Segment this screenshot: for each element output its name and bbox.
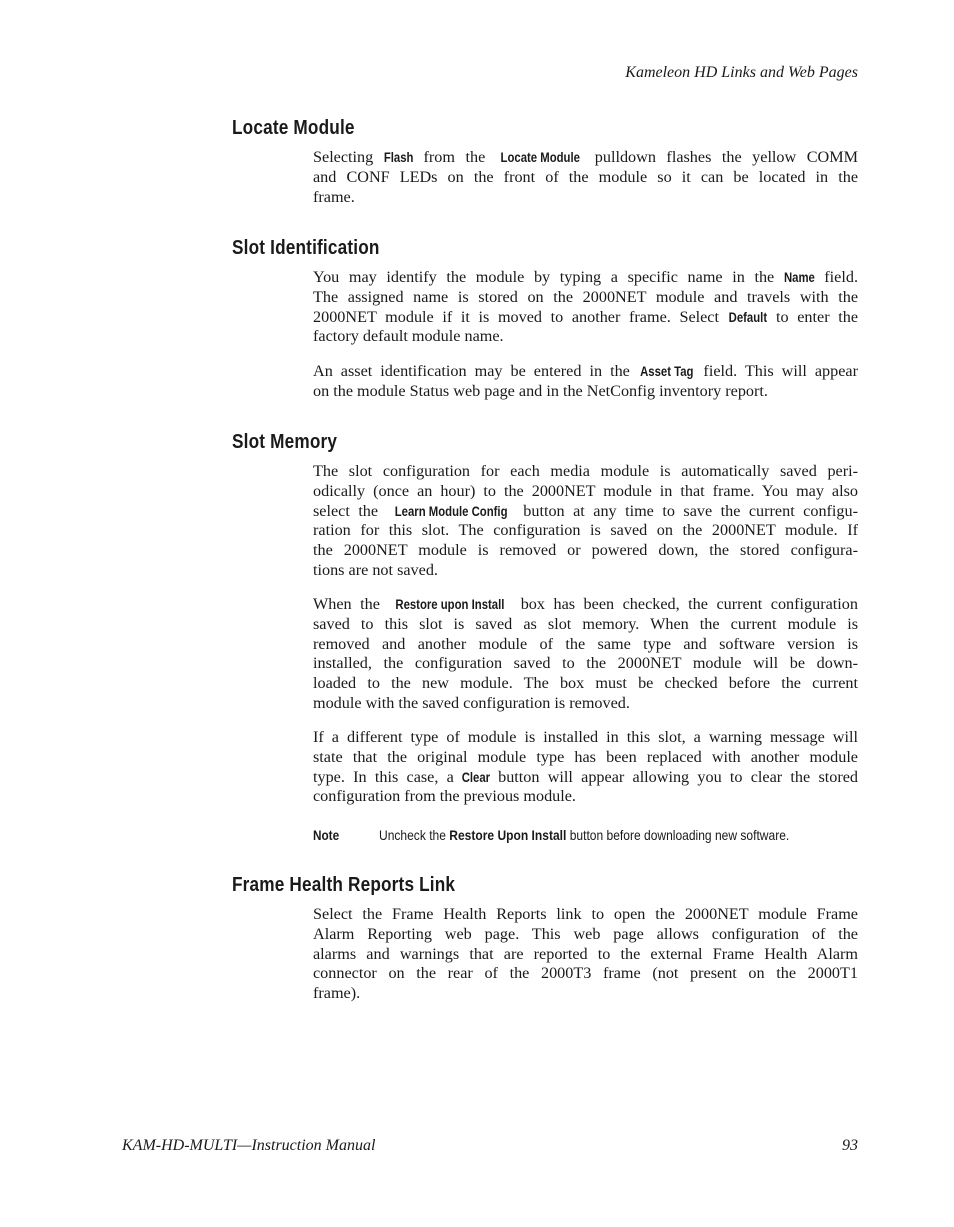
- heading-locate-module: Locate Module: [232, 117, 355, 139]
- paragraph-frame-health: [313, 905, 858, 1004]
- text-run: You may identify the module by typing a specific name in the: [313, 268, 784, 286]
- text-line: If a different type of module is installed in this slot, a warning message will: [313, 728, 858, 746]
- text-line: removed and another module of the same type and software version is: [313, 634, 858, 653]
- text-line: Alarm Reporting web page. This web page allows configuration of the: [313, 924, 858, 943]
- footer-page-number: 93: [842, 1137, 858, 1154]
- ui-term-flash: Flash: [383, 150, 414, 165]
- paragraph-slot-memory-3: [313, 728, 858, 807]
- text-line: Select the Frame Health Reports link to open the 2000NET module Frame: [313, 905, 858, 923]
- text-run: box has been checked, the current configuration: [512, 595, 858, 613]
- ui-term-asset-tag: Asset Tag: [639, 364, 694, 379]
- text-run: type. In this case, a: [313, 767, 463, 786]
- paragraph-slot-memory-2: [313, 595, 858, 714]
- text-run: select the: [313, 501, 387, 520]
- text-run: field. This will appear: [695, 362, 859, 380]
- heading-slot-identification: Slot Identification: [232, 237, 380, 259]
- text-run: button will appear allowing you to clear the stored: [489, 767, 859, 786]
- text-run: 2000NET module if it is moved to another frame. Select: [313, 307, 728, 326]
- text-run: to enter the: [767, 307, 859, 326]
- text-run: button at any time to save the current configu-: [514, 501, 859, 520]
- ui-term-name: Name: [783, 270, 815, 285]
- text-line: on the module Status web page and in the NetConfig inventory report.: [313, 381, 768, 400]
- text-line: factory default module name.: [313, 327, 504, 346]
- heading-slot-memory: Slot Memory: [232, 431, 338, 453]
- text-line: frame).: [313, 984, 361, 1003]
- text-run: field.: [814, 268, 858, 286]
- text-run: from the: [413, 148, 496, 166]
- ui-term-restore-upon-install: Restore upon Install: [395, 597, 505, 612]
- paragraph-slot-memory-1: [313, 462, 858, 581]
- text-line: loaded to the new module. The box must be checked before the current: [313, 674, 858, 693]
- footer-manual-title: KAM-HD-MULTI—Instruction Manual: [122, 1137, 376, 1154]
- note-text: [379, 827, 789, 843]
- ui-term-learn-module-config: Learn Module Config: [394, 503, 508, 519]
- text-line: module with the saved configuration is removed.: [313, 693, 630, 712]
- text-line: installed, the configuration saved to the 2000NET module will be down-: [313, 654, 858, 673]
- text-line: frame.: [313, 187, 355, 206]
- paragraph-locate-module: [313, 148, 858, 207]
- text-line: ration for this slot. The configuration is saved on the 2000NET module. If: [313, 521, 858, 540]
- text-line: The assigned name is stored on the 2000NET module and travels with the: [313, 287, 858, 306]
- ui-term-locate-module: Locate Module: [500, 150, 580, 165]
- text-run: An asset identification may be entered in the: [313, 362, 638, 380]
- text-run: Selecting: [313, 148, 384, 166]
- text-line: tions are not saved.: [313, 560, 438, 579]
- text-run: When the: [313, 595, 389, 613]
- text-line: the 2000NET module is removed or powered down, the stored configura-: [313, 541, 858, 560]
- paragraph-slot-identification-1: [313, 268, 858, 347]
- text-line: state that the original module type has been replaced with another module: [313, 747, 858, 766]
- text-line: The slot configuration for each media module is automatically saved peri-: [313, 462, 858, 480]
- text-run: button before downloading new software.: [566, 827, 790, 843]
- ui-term-restore-upon-install: Restore Upon Install: [449, 827, 567, 843]
- text-line: connector on the rear of the 2000T3 frame (not present on the 2000T1: [313, 964, 858, 983]
- text-line: and CONF LEDs on the front of the module so it can be located in the: [313, 167, 858, 186]
- paragraph-slot-identification-2: [313, 362, 858, 402]
- ui-term-clear: Clear: [461, 769, 491, 785]
- text-line: configuration from the previous module.: [313, 787, 576, 806]
- text-line: odically (once an hour) to the 2000NET module in that frame. You may also: [313, 481, 858, 500]
- ui-term-default: Default: [728, 309, 767, 325]
- note-label: Note: [313, 827, 340, 843]
- heading-frame-health-reports-link: Frame Health Reports Link: [232, 874, 456, 896]
- text-run: Uncheck the: [379, 827, 450, 843]
- running-header: Kameleon HD Links and Web Pages: [625, 64, 858, 81]
- text-run: pulldown flashes the yellow COMM: [584, 148, 858, 166]
- text-line: saved to this slot is saved as slot memory. When the current module is: [313, 614, 858, 633]
- text-line: alarms and warnings that are reported to the external Frame Health Alarm: [313, 944, 858, 963]
